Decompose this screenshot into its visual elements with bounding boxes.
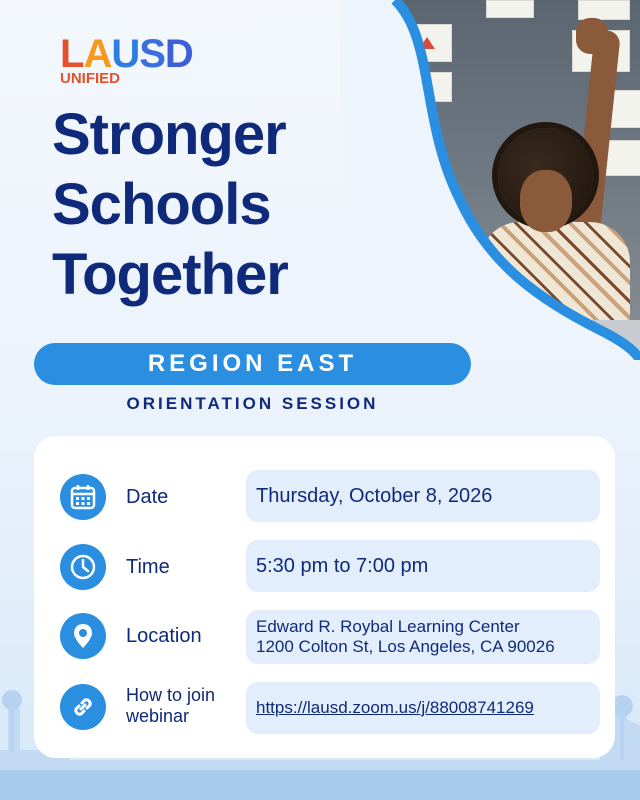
location-venue: Edward R. Roybal Learning Center [256, 617, 520, 636]
title-line: Together [52, 242, 288, 307]
webinar-link-box[interactable] [246, 682, 600, 734]
time-value-box [246, 540, 600, 592]
location-label: Location [126, 625, 202, 647]
details-card [34, 436, 615, 758]
lausd-logo: LAUSD UNIFIED [60, 32, 193, 87]
title-line: Stronger [52, 102, 286, 167]
location-address: 1200 Colton St, Los Angeles, CA 90026 [256, 637, 555, 656]
region-banner: REGION EAST [34, 343, 471, 385]
webinar-label: How to join webinar [126, 685, 216, 726]
location-value-box [246, 610, 600, 664]
date-value-box [246, 470, 600, 522]
link-icon [60, 684, 106, 730]
title-line: Schools [52, 172, 271, 237]
date-label: Date [126, 486, 169, 508]
session-subtitle: ORIENTATION SESSION [126, 394, 379, 413]
location-pin-icon [60, 613, 106, 659]
time-label: Time [126, 556, 170, 578]
clock-icon [60, 544, 106, 590]
webinar-link[interactable]: https://lausd.zoom.us/j/88008741269 [256, 698, 534, 717]
time-value: 5:30 pm to 7:00 pm [256, 554, 429, 577]
main-title [52, 100, 432, 310]
calendar-icon [60, 474, 106, 520]
date-value: Thursday, October 8, 2026 [256, 484, 493, 507]
